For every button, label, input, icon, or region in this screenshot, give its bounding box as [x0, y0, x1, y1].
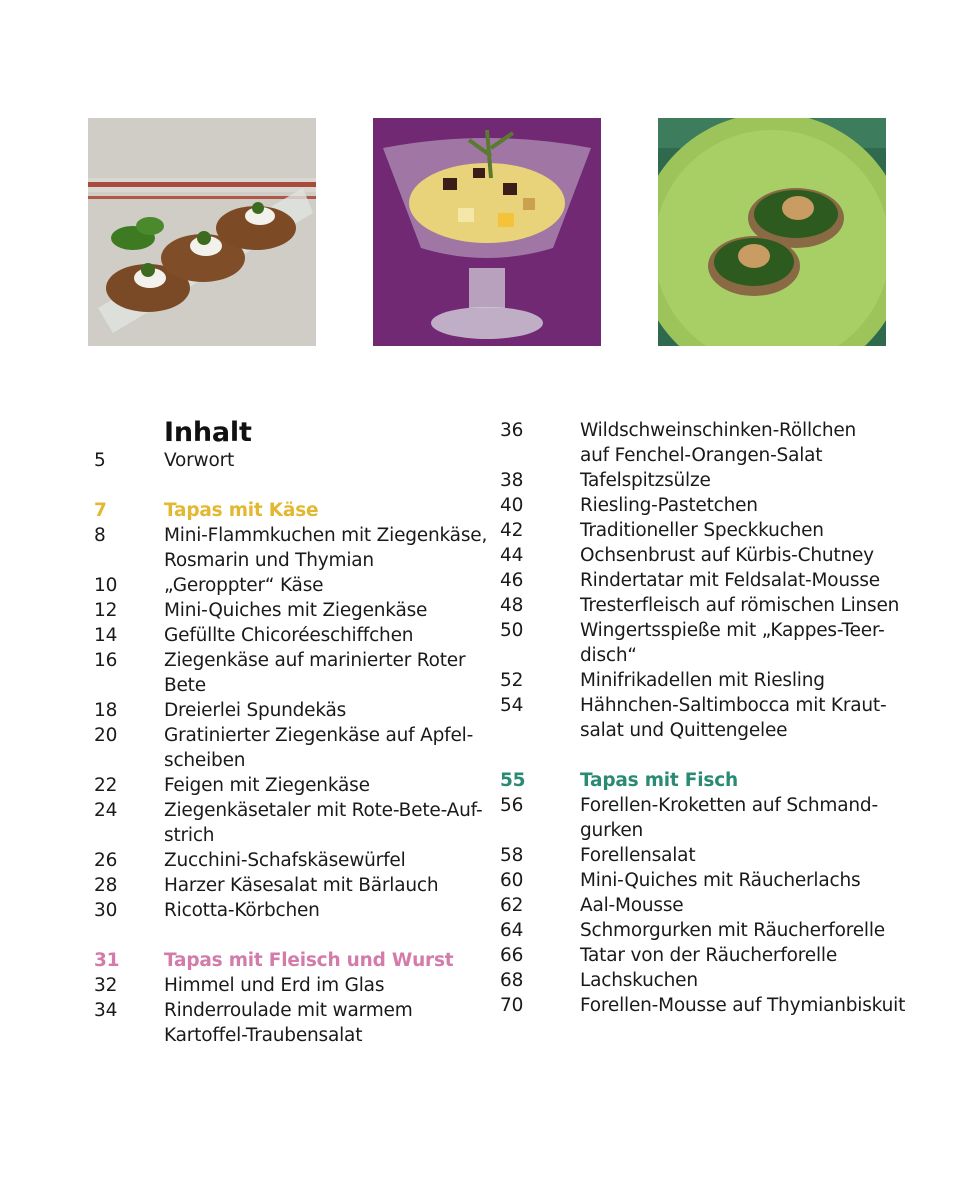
section-gap	[84, 923, 484, 948]
toc-entry[interactable]	[84, 973, 484, 998]
toc-entry[interactable]	[500, 468, 920, 493]
toc-entry[interactable]	[500, 968, 920, 993]
toc-page-number: 38	[500, 470, 524, 491]
toc-entry-line: Forellensalat	[580, 845, 696, 866]
toc-entry-title	[580, 543, 920, 568]
photo-potato-rosti-tapas	[88, 118, 316, 346]
toc-page-number: 8	[94, 525, 106, 546]
toc-entry-line: Traditioneller Speckkuchen	[580, 520, 824, 541]
toc-entry-line: Riesling-Pastetchen	[580, 495, 758, 516]
toc-entry-line: „Geroppter“ Käse	[164, 575, 324, 596]
toc-entry-line: salat und Quittengelee	[580, 720, 788, 741]
toc-entry[interactable]	[84, 648, 484, 698]
toc-entry-line: Tapas mit Käse	[164, 500, 319, 521]
toc-page-number: 32	[94, 975, 118, 996]
toc-entry[interactable]	[500, 568, 920, 593]
toc-entry-line: Minifrikadellen mit Riesling	[580, 670, 825, 691]
toc-entry-line: Zucchini-Schafskäsewürfel	[164, 850, 406, 871]
toc-page-number: 34	[94, 1000, 118, 1021]
toc-section-heading[interactable]	[500, 768, 920, 793]
toc-entry-title	[580, 668, 920, 693]
toc-page-number: 64	[500, 920, 524, 941]
toc-page-number: 28	[94, 875, 118, 896]
toc-page-number: 30	[94, 900, 118, 921]
toc-entry[interactable]	[500, 693, 920, 743]
toc-page-number: 18	[94, 700, 118, 721]
toc-section-heading[interactable]	[84, 948, 484, 973]
toc-entry-line: Ochsenbrust auf Kürbis-Chutney	[580, 545, 874, 566]
toc-entry-title	[580, 968, 920, 993]
toc-entry[interactable]	[84, 723, 484, 773]
toc-entry-title	[164, 648, 484, 698]
toc-page-number: 16	[94, 650, 118, 671]
toc-entry[interactable]	[84, 598, 484, 623]
toc-entry-line: Mini-Flammkuchen mit Ziegenkäse,	[164, 525, 488, 546]
toc-entry-title	[164, 898, 484, 923]
toc-entry[interactable]	[84, 848, 484, 873]
toc-entry-line: Wingertsspieße mit „Kappes-Teer-	[580, 620, 885, 641]
toc-entry-line: Hähnchen-Saltimbocca mit Kraut-	[580, 695, 887, 716]
toc-entry-line: Dreierlei Spundekäs	[164, 700, 347, 721]
toc-entry-line: Rindertatar mit Feldsalat-Mousse	[580, 570, 880, 591]
toc-entry[interactable]	[84, 873, 484, 898]
toc-entry-title	[580, 943, 920, 968]
page-title: Inhalt	[164, 417, 252, 448]
toc-page-number: 54	[500, 695, 524, 716]
toc-entry-title	[580, 593, 920, 618]
toc-entry-line: Tatar von der Räucherforelle	[580, 945, 838, 966]
toc-entry[interactable]	[500, 993, 920, 1018]
toc-entry-line: Tafelspitzsülze	[580, 470, 711, 491]
toc-entry[interactable]	[500, 493, 920, 518]
toc-entry-title	[164, 698, 484, 723]
toc-entry-line: Ziegenkäsetaler mit Rote-Bete-Auf-	[164, 800, 483, 821]
toc-entry[interactable]	[500, 793, 920, 843]
toc-entry-line: Tapas mit Fleisch und Wurst	[164, 950, 454, 971]
toc-page-number: 52	[500, 670, 524, 691]
toc-page-number: 22	[94, 775, 118, 796]
toc-entry-title	[580, 893, 920, 918]
toc-entry-line: Wildschweinschinken-Röllchen	[580, 420, 857, 441]
toc-entry-title	[164, 598, 484, 623]
toc-entry[interactable]	[500, 593, 920, 618]
toc-page-number: 68	[500, 970, 524, 991]
toc-entry-title	[164, 623, 484, 648]
toc-page-number: 48	[500, 595, 524, 616]
toc-entry[interactable]	[84, 523, 488, 573]
toc-entry-title	[164, 773, 484, 798]
toc-entry[interactable]	[500, 918, 920, 943]
toc-entry-title	[580, 418, 920, 468]
toc-entry-line: disch“	[580, 645, 637, 666]
toc-entry[interactable]	[84, 773, 484, 798]
toc-page-number: 60	[500, 870, 524, 891]
toc-entry-line: Gratinierter Ziegenkäse auf Apfel-	[164, 725, 474, 746]
toc-entry[interactable]	[84, 573, 484, 598]
toc-title-row	[84, 418, 484, 448]
toc-entry[interactable]	[84, 623, 484, 648]
toc-page-number: 56	[500, 795, 524, 816]
toc-entry[interactable]	[500, 893, 920, 918]
toc-entry-line: Schmorgurken mit Räucherforelle	[580, 920, 885, 941]
toc-entry-line: Rinderroulade mit warmem	[164, 1000, 413, 1021]
toc-entry[interactable]	[500, 868, 920, 893]
toc-entry[interactable]	[84, 698, 484, 723]
toc-entry-line: Forellen-Kroketten auf Schmand-	[580, 795, 878, 816]
toc-entry-line: Lachskuchen	[580, 970, 698, 991]
toc-entry-line: Gefüllte Chicoréeschiffchen	[164, 625, 414, 646]
toc-entry-title	[164, 723, 484, 773]
toc-entry-title	[164, 498, 484, 523]
toc-page-number: 14	[94, 625, 118, 646]
toc-entry[interactable]	[84, 998, 484, 1048]
toc-page-number: 5	[94, 450, 106, 471]
toc-entry-title	[580, 993, 920, 1018]
section-gap	[500, 743, 920, 768]
toc-entry-line: auf Fenchel-Orangen-Salat	[580, 445, 823, 466]
toc-entry-title	[580, 918, 920, 943]
toc-entry-line: Rosmarin und Thymian	[164, 550, 374, 571]
toc-entry-line: Bete	[164, 675, 206, 696]
toc-entry-line: Tresterfleisch auf römischen Linsen	[580, 595, 900, 616]
toc-entry[interactable]	[500, 843, 920, 868]
toc-page-number: 55	[500, 770, 526, 791]
toc-page-number: 66	[500, 945, 524, 966]
toc-entry[interactable]	[500, 518, 920, 543]
toc-entry-line: Harzer Käsesalat mit Bärlauch	[164, 875, 439, 896]
toc-entry-title	[580, 768, 920, 793]
toc-entry-title	[580, 868, 920, 893]
toc-section-heading[interactable]	[84, 498, 484, 523]
toc-entry-line: Forellen-Mousse auf Thymianbiskuit	[580, 995, 906, 1016]
toc-entry-line: Himmel und Erd im Glas	[164, 975, 385, 996]
toc-entry-title	[164, 973, 484, 998]
toc-entry-line: Tapas mit Fisch	[580, 770, 738, 791]
toc-page-number: 46	[500, 570, 524, 591]
toc-entry-title	[580, 693, 920, 743]
toc-entry-title	[580, 468, 920, 493]
toc-page-number: 42	[500, 520, 524, 541]
toc-entry[interactable]	[500, 543, 920, 568]
toc-entry[interactable]	[500, 668, 920, 693]
toc-entry-title	[580, 493, 920, 518]
toc-entry-title	[580, 793, 920, 843]
toc-entry-line: strich	[164, 825, 215, 846]
toc-entry-title	[164, 448, 484, 473]
toc-entry-title	[164, 573, 484, 598]
toc-page-number: 10	[94, 575, 118, 596]
toc-page-number: 50	[500, 620, 524, 641]
toc-entry[interactable]	[500, 618, 920, 668]
toc-entry[interactable]	[84, 898, 484, 923]
toc-entry[interactable]	[84, 448, 484, 473]
toc-entry-title	[580, 568, 920, 593]
toc-page-number: 20	[94, 725, 118, 746]
toc-entry-line: Ziegenkäse auf marinierter Roter	[164, 650, 466, 671]
toc-entry[interactable]	[84, 798, 484, 848]
photo-crostini-pesto	[658, 118, 886, 346]
toc-page-number: 12	[94, 600, 118, 621]
section-gap	[84, 473, 484, 498]
toc-entry-title	[164, 948, 484, 973]
toc-page-number: 62	[500, 895, 524, 916]
toc-page-number: 31	[94, 950, 120, 971]
toc-entry-line: gurken	[580, 820, 644, 841]
toc-entry[interactable]	[500, 418, 920, 468]
toc-entry-line: Vorwort	[164, 450, 235, 471]
toc-entry-line: Aal-Mousse	[580, 895, 684, 916]
toc-page-number: 58	[500, 845, 524, 866]
toc-entry-title	[164, 848, 484, 873]
toc-entry-line: Kartoffel-Traubensalat	[164, 1025, 363, 1046]
toc-entry[interactable]	[500, 943, 920, 968]
toc-entry-title	[580, 518, 920, 543]
toc-page-number: 40	[500, 495, 524, 516]
toc-entry-title	[164, 873, 484, 898]
toc-entry-title	[164, 998, 484, 1048]
toc-entry-line: Mini-Quiches mit Räucherlachs	[580, 870, 861, 891]
toc-page-number: 26	[94, 850, 118, 871]
photo-glass-dessert	[373, 118, 601, 346]
toc-entry-line: Ricotta-Körbchen	[164, 900, 320, 921]
toc-page-number: 24	[94, 800, 118, 821]
toc-page-number: 70	[500, 995, 524, 1016]
toc-entry-line: scheiben	[164, 750, 246, 771]
toc-entry-title	[580, 843, 920, 868]
toc-page-number: 7	[94, 500, 107, 521]
toc-column-left	[84, 417, 488, 1048]
toc-entry-title	[580, 618, 920, 668]
toc-entry-line: Mini-Quiches mit Ziegenkäse	[164, 600, 428, 621]
toc-entry-title	[164, 523, 487, 573]
toc-column-right	[500, 418, 920, 1018]
toc-page-number: 36	[500, 420, 524, 441]
toc-page-number: 44	[500, 545, 524, 566]
toc-entry-line: Feigen mit Ziegenkäse	[164, 775, 370, 796]
toc-entry-title	[164, 798, 484, 848]
